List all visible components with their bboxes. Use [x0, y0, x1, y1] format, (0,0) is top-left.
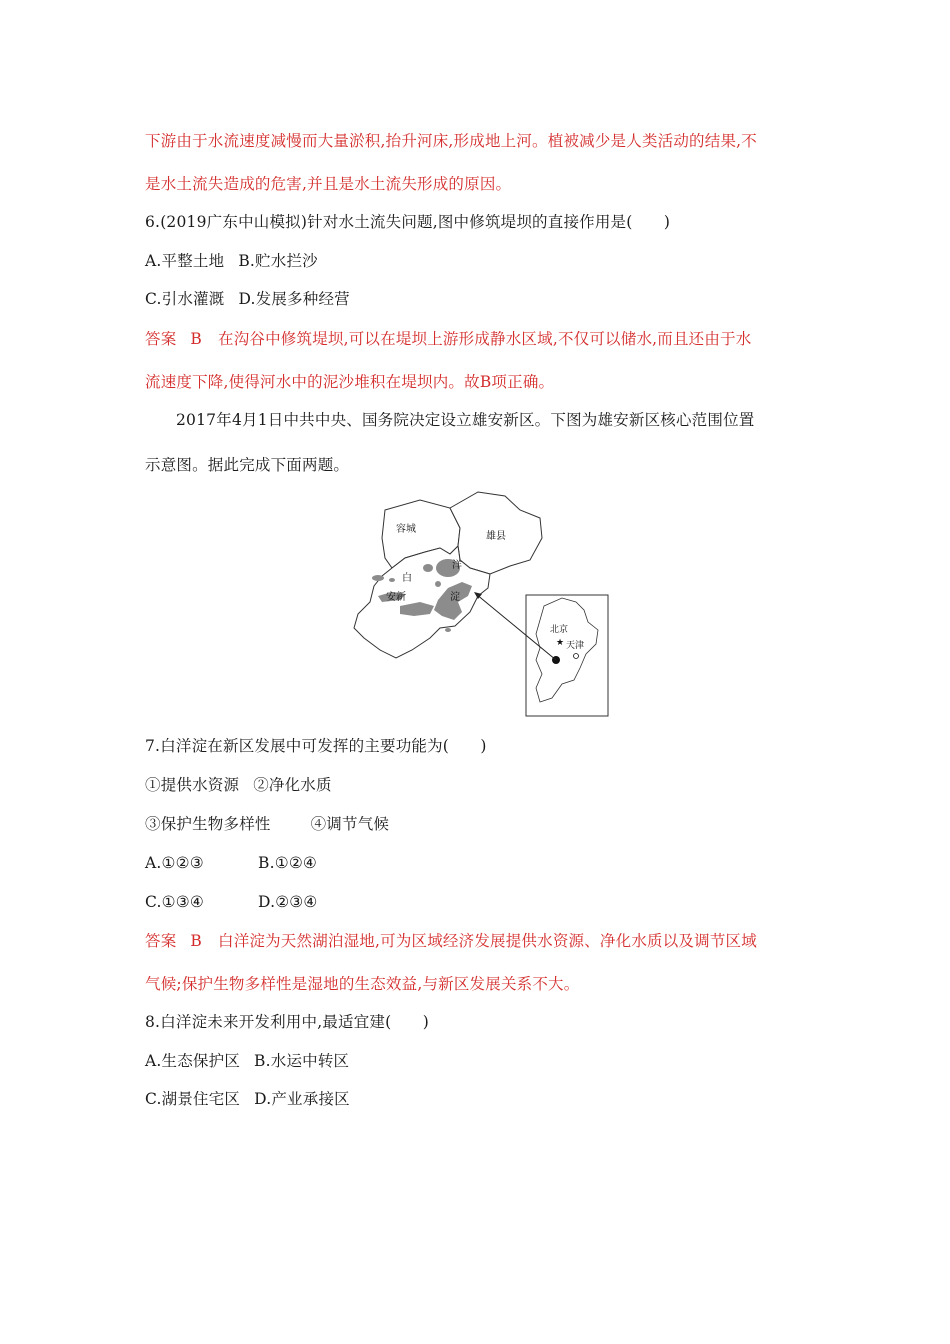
statement-4: ④调节气候	[310, 815, 390, 833]
answer-6-line-1	[145, 329, 751, 349]
question-8-options-row-1	[145, 1051, 349, 1071]
option-6c: C.引水灌溉	[145, 290, 225, 308]
option-7d: D.②③④	[258, 893, 318, 911]
statement-1: ①提供水资源	[145, 776, 240, 794]
question-7: 7.白洋淀在新区发展中可发挥的主要功能为( )	[145, 737, 487, 755]
map-label-rongcheng: 容城	[396, 524, 416, 535]
option-6a: A.平整土地	[145, 252, 225, 270]
intro-line-1: 2017年4月1日中共中央、国务院决定设立雄安新区。下图为雄安新区核心范围位置	[176, 411, 755, 429]
answer-7-letter: B	[190, 932, 202, 950]
map-label-anxin: 安新	[386, 592, 406, 603]
question-6-options-row-2	[145, 289, 350, 309]
map-label-yang: 洋	[452, 560, 462, 571]
inset-label-beijing: 北京	[550, 625, 569, 635]
question-7-statements-row-2	[145, 814, 389, 834]
explanation-line-1: 下游由于水流速度减慢而大量淤积,抬升河床,形成地上河。植被减少是人类活动的结果,不	[145, 132, 757, 150]
option-8c: C.湖景住宅区	[145, 1090, 241, 1108]
question-8-options-row-2	[145, 1089, 350, 1109]
statement-3: ③保护生物多样性	[145, 815, 271, 833]
question-7-statements-row-1	[145, 775, 332, 795]
option-7c: C.①③④	[145, 893, 204, 911]
answer-label: 答案	[145, 932, 177, 950]
question-8: 8.白洋淀未来开发利用中,最适宜建( )	[145, 1013, 430, 1031]
intro-line-2: 示意图。据此完成下面两题。	[145, 456, 350, 474]
explanation-line-2: 是水土流失造成的危害,并且是水土流失形成的原因。	[145, 175, 512, 193]
option-8a: A.生态保护区	[145, 1052, 241, 1070]
xiongan-location-map	[330, 488, 612, 720]
answer-7-line-1	[145, 931, 757, 951]
beijing-star-icon: ★	[556, 638, 565, 648]
map-label-xiongxian: 雄县	[486, 531, 506, 542]
option-7b: B.①②④	[258, 854, 318, 872]
answer-7-line-2: 气候;保护生物多样性是湿地的生态效益,与新区发展关系不大。	[145, 975, 580, 993]
map-label-dian: 淀	[450, 592, 460, 603]
map-label-bai: 白	[402, 573, 412, 584]
option-8d: D.产业承接区	[254, 1090, 350, 1108]
answer-label: 答案	[145, 330, 177, 348]
question-6-options-row-1	[145, 251, 318, 271]
option-7a: A.①②③	[145, 854, 204, 872]
option-6b: B.贮水拦沙	[238, 252, 318, 270]
inset-label-tianjin: 天津	[566, 641, 585, 651]
answer-6-letter: B	[190, 330, 202, 348]
statement-2: ②净化水质	[253, 776, 332, 794]
option-8b: B.水运中转区	[254, 1052, 350, 1070]
question-7-options-row-1	[145, 853, 317, 873]
option-6d: D.发展多种经营	[238, 290, 350, 308]
answer-6-line-2: 流速度下降,使得河水中的泥沙堆积在堤坝内。故B项正确。	[145, 373, 555, 391]
question-7-options-row-2	[145, 892, 318, 912]
answer-6-text-1: 在沟谷中修筑堤坝,可以在堤坝上游形成静水区域,不仅可以储水,而且还由于水	[218, 330, 752, 348]
answer-7-text-1: 白洋淀为天然湖泊湿地,可为区域经济发展提供水资源、净化水质以及调节区域	[218, 932, 757, 950]
question-6: 6.(2019广东中山模拟)针对水土流失问题,图中修筑堤坝的直接作用是( )	[145, 213, 671, 231]
